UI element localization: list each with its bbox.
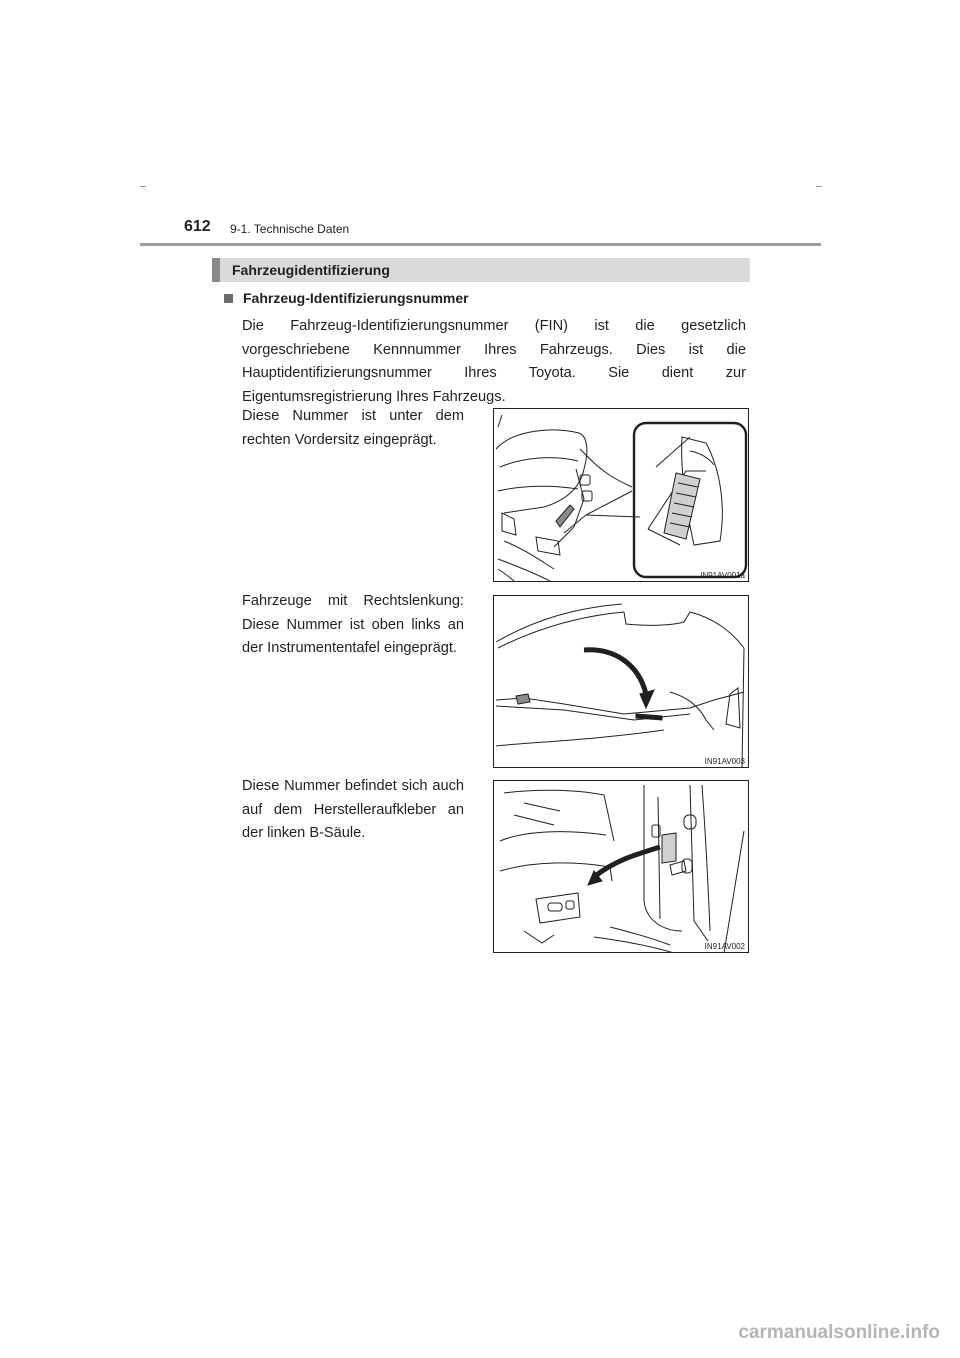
intro-paragraph: Die Fahrzeug-Identifizierungsnummer (FIN) ist die gesetzlich vorgeschriebene Kennnummer Ihres Fahrzeugs. Dies ist die Hauptidentifizierungsnummer Ihres Toyota. Sie dient zur Eigentumsregistrierung Ihres Fahrzeugs. (242, 318, 746, 405)
figure-1-text: Diese Nummer ist unter dem rechten Vordersitz eingeprägt. (242, 408, 464, 448)
figure-seat-illustration (493, 408, 749, 582)
crop-mark-right (816, 186, 822, 187)
subsection-title: Fahrzeug-Identifizierungsnummer (243, 290, 469, 306)
b-pillar-line-drawing (494, 781, 749, 953)
figure-2-text: Fahrzeuge mit Rechtslenkung: Diese Nummer ist oben links an der Instrumententafel eingeprägt. (242, 593, 464, 656)
header-rule (140, 243, 821, 246)
crop-mark-left (140, 186, 146, 187)
chapter-title: 9-1. Technische Daten (230, 222, 350, 236)
watermark: carmanualsonline.info (738, 1322, 940, 1343)
seat-line-drawing (494, 409, 749, 582)
figure-b-pillar-illustration (493, 780, 749, 953)
figure-2-code: IN91AV003 (704, 757, 745, 766)
figure-dashboard-illustration (493, 595, 749, 768)
square-bullet-icon (224, 294, 233, 303)
section-header (212, 258, 750, 282)
figure-3-text: Diese Nummer befindet sich auch auf dem Herstelleraufkleber an der linken B-Säule. (242, 778, 464, 841)
figure-1-code: IN91AV001a (700, 571, 745, 580)
figure-3-code: IN91AV002 (704, 942, 745, 951)
dashboard-line-drawing (494, 596, 749, 768)
subsection-heading (224, 290, 469, 306)
section-title: Fahrzeugidentifizierung (232, 262, 390, 278)
page-number: 612 (184, 218, 211, 235)
